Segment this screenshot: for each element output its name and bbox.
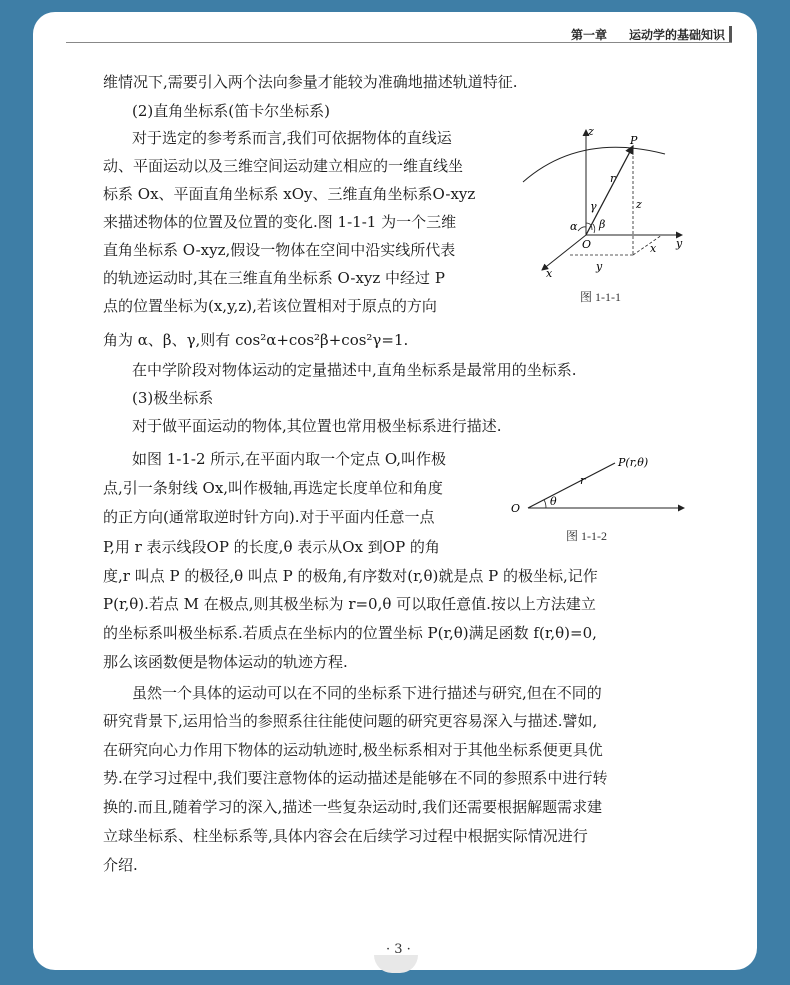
text-line: 直角坐标系 O-xyz,假设一物体在空间中沿实线所代表 <box>103 241 456 259</box>
origin-label: O <box>582 238 592 251</box>
text-line: 在中学阶段对物体运动的定量描述中,直角坐标系是最常用的坐标系. <box>132 361 577 379</box>
theta-arc <box>544 500 546 508</box>
theta-label: θ <box>550 495 557 508</box>
text-line: 的坐标系叫极坐标系.若质点在坐标内的位置坐标 P(r,θ)满足函数 f(r,θ)=0, <box>103 624 597 642</box>
chapter-label: 第一章 <box>570 27 607 42</box>
chapter-title: 运动学的基础知识 <box>628 27 725 42</box>
text-line: 来描述物体的位置及位置的变化.图 1-1-1 为一个三维 <box>103 213 457 231</box>
text-line: 度,r 叫点 P 的极径,θ 叫点 P 的极角,有序数对(r,θ)就是点 P 的极坐标,记作 <box>103 567 598 585</box>
text-line: 研究背景下,运用恰当的参照系往往能使问题的研究更容易深入与描述.譬如, <box>103 712 598 730</box>
trajectory-curve <box>523 147 665 182</box>
section-heading: (2)直角坐标系(笛卡尔坐标系) <box>132 102 330 120</box>
text-line: 标系 Ox、平面直角坐标系 xOy、三维直角坐标系O-xyz <box>103 185 476 203</box>
text-line: 立球坐标系、柱坐标系等,具体内容会在后续学习过程中根据实际情况进行 <box>103 827 588 845</box>
figure-3d-coordinates <box>520 120 690 280</box>
point-label: P <box>630 134 638 147</box>
figure-polar-coordinates <box>508 450 688 520</box>
text-line: P(r,θ).若点 M 在极点,则其极坐标为 r=0,θ 可以取任意值.按以上方法建立 <box>103 595 596 613</box>
text-line: 介绍. <box>103 856 138 874</box>
x-axis <box>542 235 586 270</box>
y-axis-label: y <box>676 237 683 250</box>
z-coord-label: z <box>636 198 642 211</box>
angle-arc <box>593 224 595 233</box>
text-line: 那么该函数便是物体运动的轨迹方程. <box>103 653 348 671</box>
text-line: 对于选定的参考系而言,我们可依据物体的直线运 <box>132 129 452 147</box>
text-line: 对于做平面运动的物体,其位置也常用极坐标系进行描述. <box>132 417 502 435</box>
point-label: P(r,θ) <box>618 456 649 469</box>
alpha-label: α <box>570 220 578 233</box>
figure-caption: 图 1-1-1 <box>580 290 621 304</box>
gamma-label: γ <box>590 200 597 213</box>
text-line: 动、平面运动以及三维空间运动建立相应的一维直线坐 <box>103 157 464 175</box>
header-bar <box>729 26 732 42</box>
text-line: 虽然一个具体的运动可以在不同的坐标系下进行描述与研究,但在不同的 <box>132 684 602 702</box>
origin-label: O <box>511 502 521 515</box>
position-vector <box>586 146 633 235</box>
z-axis-label: z <box>588 125 594 138</box>
section-heading: (3)极坐标系 <box>132 389 214 407</box>
y-coord-label: y <box>596 260 603 273</box>
r-label: r <box>580 474 586 487</box>
text-line: P,用 r 表示线段OP 的长度,θ 表示从Ox 到OP 的角 <box>103 538 440 556</box>
text-line: 换的.而且,随着学习的深入,描述一些复杂运动时,我们还需要根据解题需求建 <box>103 798 603 816</box>
text-line: 点的位置坐标为(x,y,z),若该位置相对于原点的方向 <box>103 297 437 315</box>
projection-line <box>633 235 662 255</box>
radius-vector <box>528 463 615 508</box>
formula-line: 角为 α、β、γ,则有 cos²α+cos²β+cos²γ=1. <box>103 331 409 349</box>
figure-caption: 图 1-1-2 <box>566 529 607 543</box>
page-number-decoration <box>374 955 418 973</box>
page-number: · 3 · <box>386 942 411 957</box>
text-line: 如图 1-1-2 所示,在平面内取一个定点 O,叫作极 <box>132 450 447 468</box>
header-rule <box>66 42 732 43</box>
text-line: 的正方向(通常取逆时针方向).对于平面内任意一点 <box>103 508 435 526</box>
beta-label: β <box>599 218 606 231</box>
x-axis-label: x <box>546 267 553 280</box>
text-line: 的轨迹运动时,其在三维直角坐标系 O-xyz 中经过 P <box>103 269 445 287</box>
text-line: 维情况下,需要引入两个法向参量才能较为准确地描述轨道特征. <box>103 73 518 91</box>
text-line: 点,引一条射线 Ox,叫作极轴,再选定长度单位和角度 <box>103 479 443 497</box>
text-line: 势.在学习过程中,我们要注意物体的运动描述是能够在不同的参照系中进行转 <box>103 769 608 787</box>
angle-arc <box>578 227 586 231</box>
text-line: 在研究向心力作用下物体的运动轨迹时,极坐标系相对于其他坐标系便更具优 <box>103 741 603 759</box>
x-coord-label: x <box>650 242 657 255</box>
r-label: r <box>610 172 616 185</box>
